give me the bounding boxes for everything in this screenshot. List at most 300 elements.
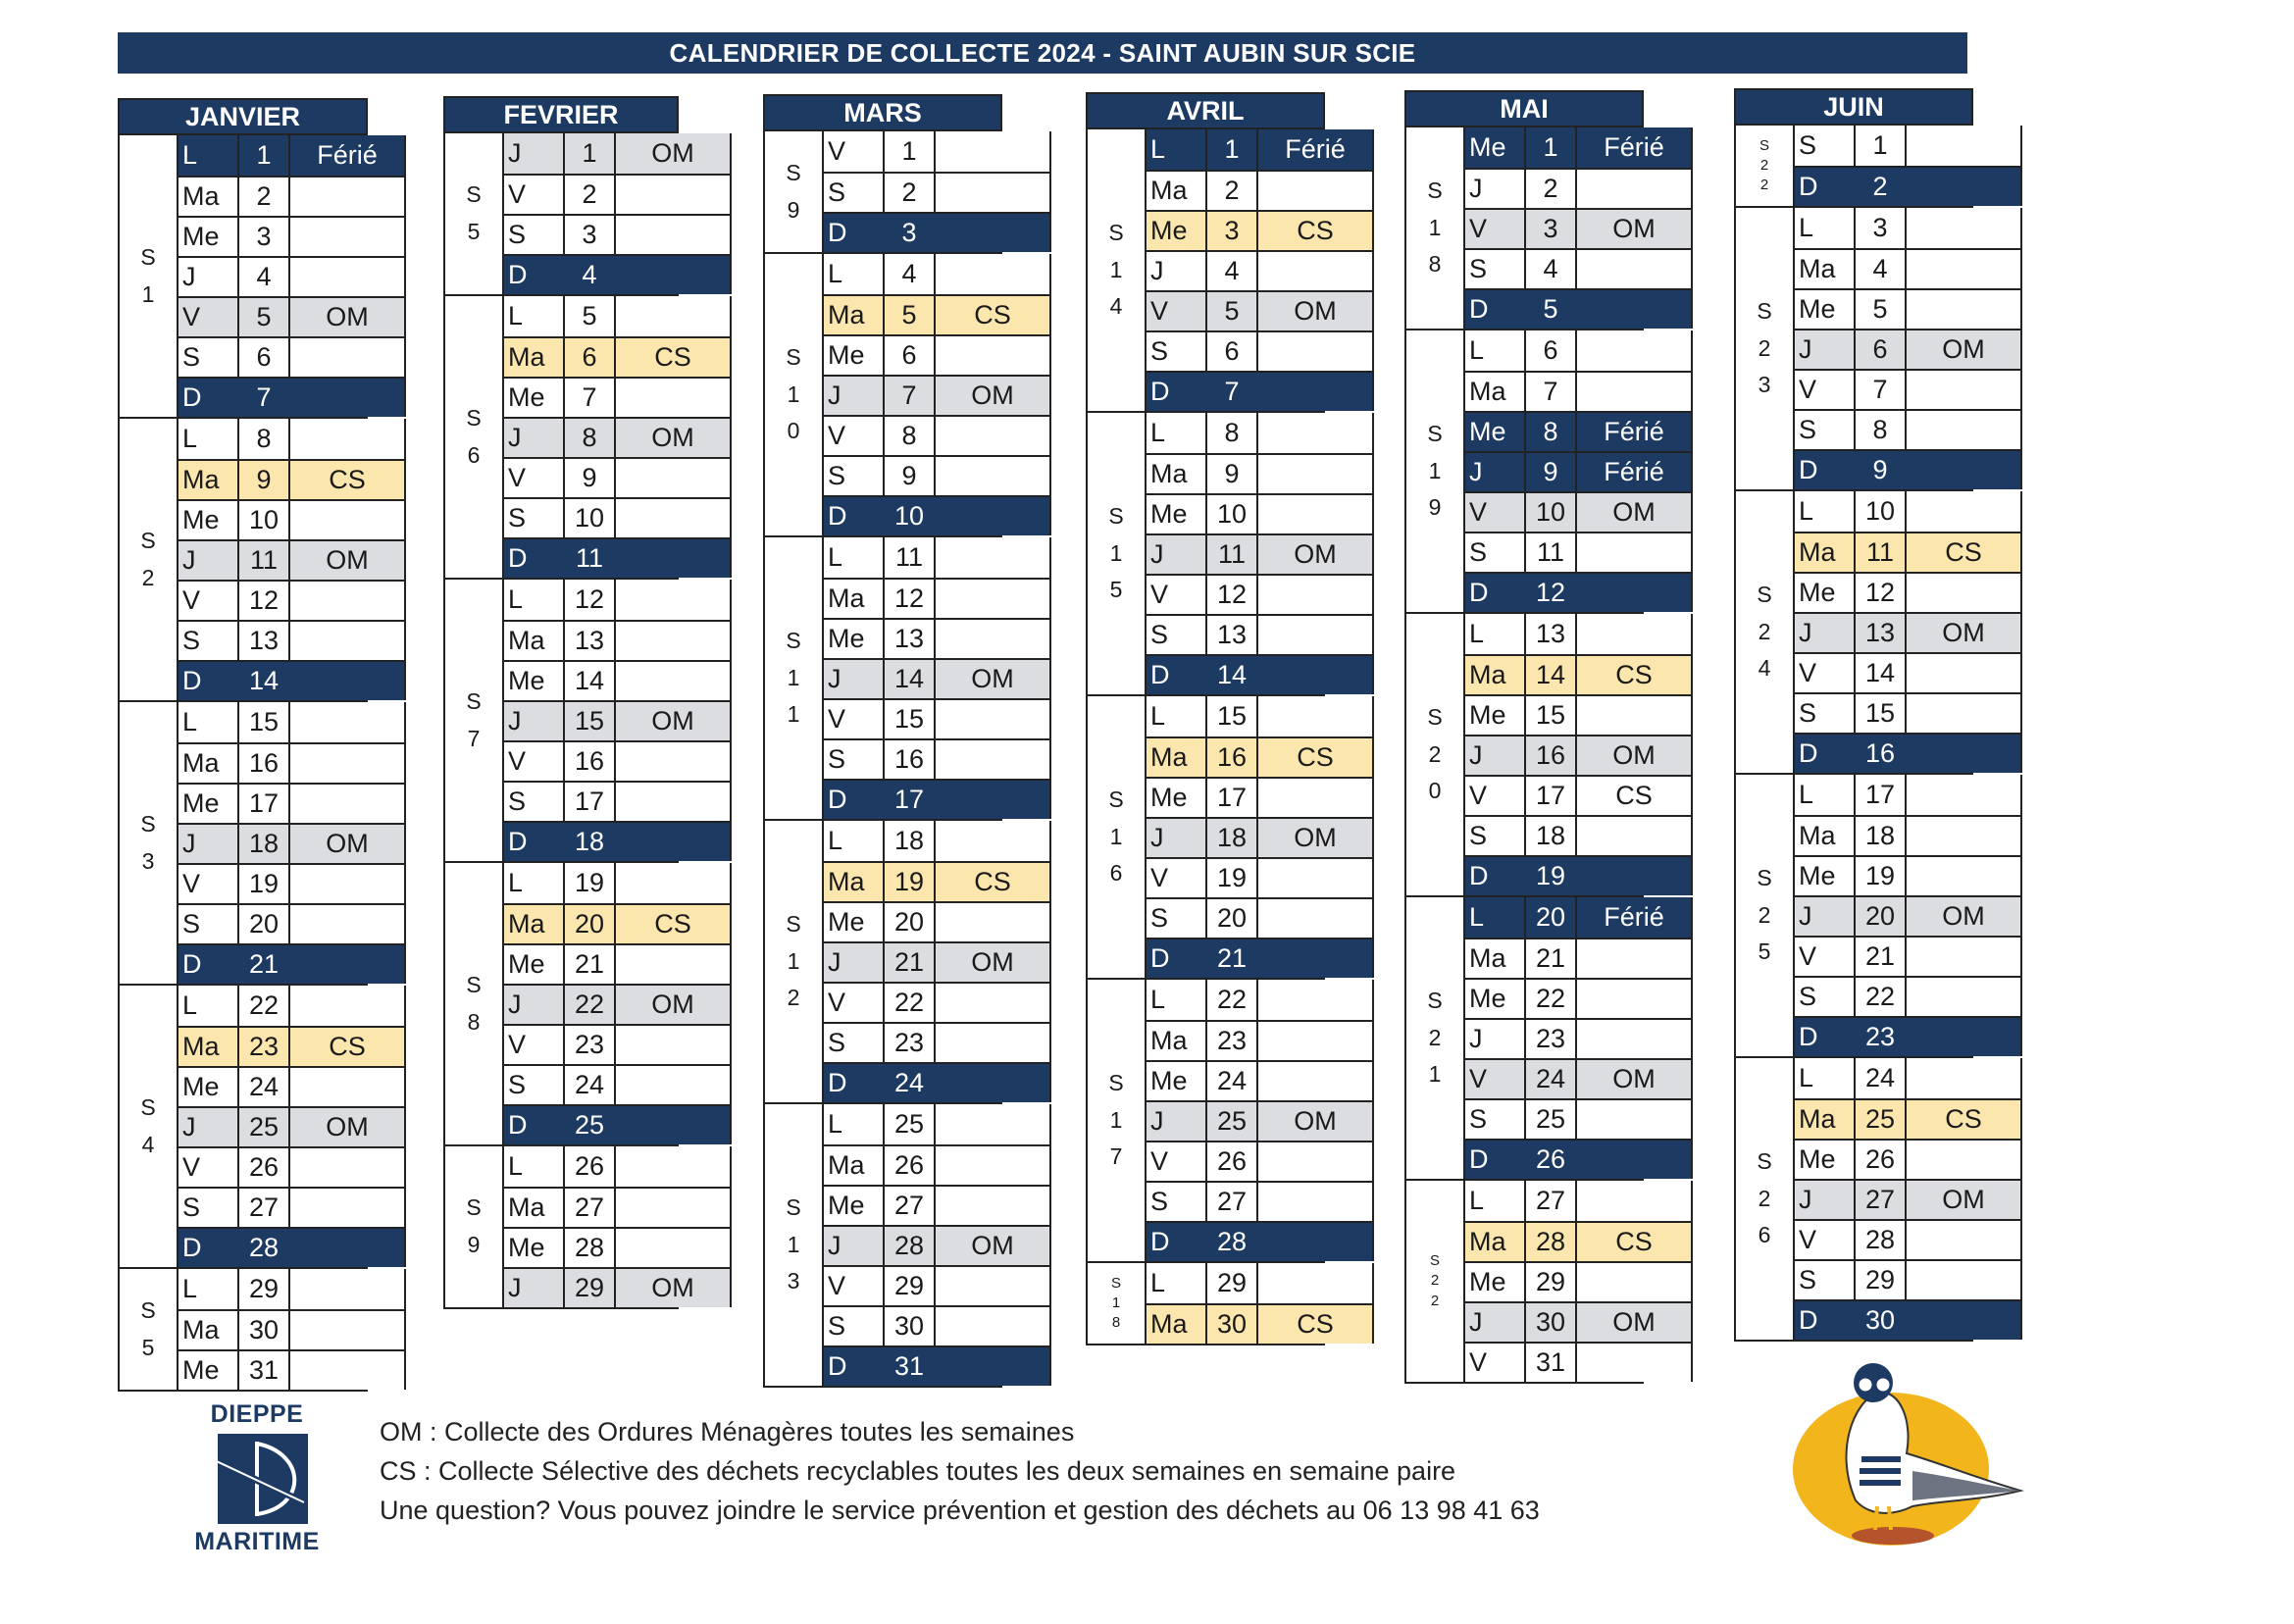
day-name: V <box>504 742 565 781</box>
collection-event: CS <box>1907 533 2022 572</box>
day-name: D <box>178 945 239 984</box>
day-number: 23 <box>1526 1020 1577 1058</box>
week-number-char: S <box>1757 864 1772 890</box>
week-block <box>1088 413 1337 696</box>
day-number: 17 <box>885 781 936 819</box>
week-number <box>1406 1181 1465 1382</box>
collection-event <box>1258 576 1374 614</box>
collection-event <box>1907 978 2022 1016</box>
day-row <box>504 417 732 457</box>
day-row <box>504 1227 732 1267</box>
collection-event <box>1907 1221 2022 1259</box>
day-name: V <box>824 417 885 455</box>
collection-event: OM <box>936 660 1051 698</box>
collection-event <box>1907 654 2022 692</box>
day-row <box>1795 1179 2022 1219</box>
day-name: S <box>178 622 239 660</box>
day-name: V <box>178 1148 239 1187</box>
day-row <box>1465 1139 1693 1179</box>
day-row <box>504 1187 732 1227</box>
day-number: 25 <box>1526 1100 1577 1139</box>
week-number-char: S <box>1427 177 1443 203</box>
day-number: 3 <box>1207 212 1258 250</box>
day-number: 13 <box>565 622 616 660</box>
collection-event <box>1258 1062 1374 1100</box>
day-name: V <box>1147 1142 1207 1181</box>
day-number: 3 <box>885 214 936 252</box>
logo-text-bottom: MARITIME <box>194 1528 320 1555</box>
day-row <box>1465 1261 1693 1301</box>
day-number: 21 <box>885 943 936 982</box>
day-number: 2 <box>239 178 290 216</box>
collection-event <box>1907 290 2022 329</box>
day-row <box>1147 1060 1374 1100</box>
day-name: V <box>1795 1221 1856 1259</box>
day-number: 23 <box>565 1026 616 1064</box>
day-number: 30 <box>1526 1303 1577 1342</box>
day-number: 1 <box>1526 127 1577 168</box>
collection-event: CS <box>1258 212 1374 250</box>
day-number: 4 <box>1526 250 1577 288</box>
collection-event <box>290 1351 406 1390</box>
day-row <box>1147 1141 1374 1181</box>
week-number-char: 6 <box>467 441 481 468</box>
month-header: JUIN <box>1734 88 1973 126</box>
collection-event: OM <box>616 702 732 740</box>
day-row <box>178 1227 406 1267</box>
day-number: 3 <box>239 218 290 256</box>
collection-event: OM <box>936 377 1051 415</box>
day-row <box>504 740 732 781</box>
day-number: 5 <box>885 296 936 334</box>
logo-text-top: DIEPPE <box>210 1400 304 1428</box>
day-name: S <box>1795 694 1856 733</box>
day-name: Me <box>1795 1141 1856 1179</box>
day-row <box>1147 210 1374 250</box>
week-days <box>1795 775 2022 1056</box>
day-row <box>178 216 406 256</box>
day-name: Me <box>1795 857 1856 895</box>
day-row <box>178 783 406 823</box>
collection-event <box>1577 574 1693 612</box>
day-row <box>1795 612 2022 652</box>
day-name: V <box>824 700 885 738</box>
day-row <box>178 377 406 417</box>
day-row <box>504 620 732 660</box>
week-number-char: S <box>140 1093 156 1120</box>
collection-event <box>936 1187 1051 1225</box>
week-number-char: 2 <box>1428 740 1442 767</box>
day-name: L <box>178 1269 239 1309</box>
collection-event <box>1577 170 1693 208</box>
collection-event <box>616 379 732 417</box>
day-name: V <box>504 176 565 214</box>
day-number: 16 <box>1207 738 1258 777</box>
day-name: Ma <box>1795 250 1856 288</box>
day-number: 7 <box>239 379 290 417</box>
day-name: D <box>1147 373 1207 411</box>
week-number-char: S <box>786 1193 801 1220</box>
day-row <box>504 174 732 214</box>
day-row <box>1795 815 2022 855</box>
week-days <box>1147 696 1374 978</box>
day-number: 23 <box>1856 1018 1907 1056</box>
week-number-char: 3 <box>787 1268 800 1294</box>
day-row <box>504 1267 732 1307</box>
day-number: 27 <box>565 1189 616 1227</box>
week-number-char: S <box>1427 420 1443 446</box>
day-name: D <box>1795 1018 1856 1056</box>
week-number <box>1736 208 1795 489</box>
day-name: J <box>1795 1181 1856 1219</box>
week-block <box>1736 775 1985 1058</box>
week-block <box>765 537 1014 821</box>
day-row <box>1147 1221 1374 1261</box>
collection-event <box>616 296 732 336</box>
day-number: 27 <box>1526 1181 1577 1221</box>
day-number: 31 <box>885 1347 936 1386</box>
day-row <box>824 1265 1051 1305</box>
day-name: D <box>1795 451 1856 489</box>
day-row <box>178 336 406 377</box>
week-number-char: S <box>786 343 801 370</box>
day-row <box>178 1066 406 1106</box>
day-name: Me <box>178 218 239 256</box>
collection-event: CS <box>290 461 406 499</box>
day-name: Me <box>1465 980 1526 1018</box>
week-number-char: 2 <box>1428 1024 1442 1050</box>
collection-event <box>1258 696 1374 736</box>
collection-event <box>1258 899 1374 938</box>
day-number: 12 <box>1207 576 1258 614</box>
day-name: D <box>1465 574 1526 612</box>
day-name: L <box>1795 1058 1856 1098</box>
day-name: L <box>1147 980 1207 1020</box>
collection-event: Férié <box>1577 127 1693 168</box>
day-name: Ma <box>1147 1022 1207 1060</box>
week-block <box>1088 696 1337 980</box>
day-name: D <box>1795 1301 1856 1340</box>
day-name: Ma <box>178 744 239 783</box>
collection-event <box>1258 1022 1374 1060</box>
collection-event <box>616 783 732 821</box>
day-name: Me <box>1147 779 1207 817</box>
collection-event: OM <box>616 133 732 174</box>
collection-event <box>1907 735 2022 773</box>
week-number-char: S <box>140 810 156 837</box>
day-number: 2 <box>1856 168 1907 206</box>
day-number: 25 <box>239 1108 290 1146</box>
day-number: 19 <box>885 863 936 901</box>
day-number: 26 <box>1856 1141 1907 1179</box>
collection-event <box>290 622 406 660</box>
day-name: S <box>504 216 565 254</box>
day-number: 1 <box>1207 129 1258 170</box>
day-row <box>824 415 1051 455</box>
day-name: L <box>1147 129 1207 170</box>
day-number: 2 <box>1526 170 1577 208</box>
day-row <box>504 700 732 740</box>
day-row <box>178 863 406 903</box>
day-name: D <box>824 1347 885 1386</box>
day-number: 8 <box>1856 411 1907 449</box>
day-number: 2 <box>1207 172 1258 210</box>
week-number-char: 8 <box>1428 251 1442 278</box>
day-name: J <box>1795 614 1856 652</box>
collection-event <box>936 620 1051 658</box>
collection-event: Férié <box>1577 897 1693 938</box>
day-number: 17 <box>1526 777 1577 815</box>
day-number: 4 <box>239 258 290 296</box>
day-number: 13 <box>1526 614 1577 654</box>
collection-event <box>1907 250 2022 288</box>
day-number: 17 <box>1207 779 1258 817</box>
week-number-char: 0 <box>787 418 800 444</box>
day-name: V <box>824 1267 885 1305</box>
day-row <box>824 1185 1051 1225</box>
collection-event <box>936 1146 1051 1185</box>
day-name: Ma <box>824 296 885 334</box>
collection-event <box>1258 252 1374 290</box>
collection-event <box>1577 1141 1693 1179</box>
week-days <box>1465 330 1693 612</box>
week-number-char: S <box>1427 703 1443 730</box>
week-number-char: 6 <box>1758 1222 1771 1248</box>
day-name: L <box>178 702 239 742</box>
collection-event <box>1577 696 1693 735</box>
collection-event <box>290 1229 406 1267</box>
day-name: S <box>1795 978 1856 1016</box>
week-number-char: 1 <box>787 1231 800 1257</box>
day-row <box>824 1345 1051 1386</box>
collection-event <box>290 744 406 783</box>
day-row <box>504 660 732 700</box>
day-row <box>1465 735 1693 775</box>
day-name: Ma <box>1147 1305 1207 1344</box>
collection-event <box>1577 290 1693 329</box>
day-name: V <box>1465 777 1526 815</box>
collection-event <box>1907 168 2022 206</box>
day-number: 5 <box>239 298 290 336</box>
day-name: J <box>1795 897 1856 936</box>
day-number: 4 <box>1856 250 1907 288</box>
day-row <box>1795 126 2022 166</box>
day-number: 10 <box>239 501 290 539</box>
week-block <box>1736 126 1973 208</box>
collection-event: CS <box>1577 777 1693 815</box>
week-number-char: S <box>1427 987 1443 1013</box>
collection-event <box>936 1104 1051 1144</box>
day-name: L <box>1795 775 1856 815</box>
day-row <box>504 903 732 943</box>
month-grid <box>763 131 1014 1388</box>
day-name: D <box>504 539 565 578</box>
day-name: L <box>504 580 565 620</box>
week-number-char: 2 <box>1430 1292 1440 1309</box>
collection-event <box>1907 817 2022 855</box>
day-row <box>824 212 1051 252</box>
day-number: 21 <box>1856 938 1907 976</box>
week-number-char: 5 <box>141 1334 155 1360</box>
collection-event <box>1577 939 1693 978</box>
collection-event: OM <box>936 1227 1051 1265</box>
day-row <box>1465 815 1693 855</box>
day-name: Me <box>824 1187 885 1225</box>
week-days <box>824 131 1051 252</box>
day-number: 14 <box>885 660 936 698</box>
week-number-char: 2 <box>1758 334 1771 361</box>
week-number-char: 9 <box>467 1232 481 1257</box>
day-name: Ma <box>504 1189 565 1227</box>
week-number-char: S <box>466 971 482 997</box>
day-row <box>1147 817 1374 857</box>
day-number: 21 <box>239 945 290 984</box>
week-number-char: S <box>140 243 156 270</box>
day-number: 22 <box>1856 978 1907 1016</box>
day-row <box>1465 775 1693 815</box>
day-number: 20 <box>239 905 290 943</box>
day-row <box>504 943 732 984</box>
day-name: J <box>824 1227 885 1265</box>
day-name: J <box>504 1269 565 1307</box>
day-name: Me <box>504 945 565 984</box>
day-number: 8 <box>239 419 290 459</box>
collection-event <box>1258 1142 1374 1181</box>
day-name: J <box>1147 1102 1207 1141</box>
week-number <box>1088 696 1147 978</box>
day-number: 22 <box>1526 980 1577 1018</box>
day-number: 4 <box>1207 252 1258 290</box>
day-row <box>1147 290 1374 330</box>
day-name: Ma <box>1147 738 1207 777</box>
day-row <box>1795 855 2022 895</box>
day-number: 9 <box>1856 451 1907 489</box>
day-name: V <box>178 298 239 336</box>
collection-event <box>936 457 1051 495</box>
collection-event: CS <box>290 1028 406 1066</box>
day-number: 26 <box>565 1146 616 1187</box>
month-grid <box>118 135 378 1392</box>
collection-event: Férié <box>1258 129 1374 170</box>
day-row <box>178 580 406 620</box>
week-days <box>824 254 1051 535</box>
collection-event <box>1258 455 1374 493</box>
day-name: J <box>178 258 239 296</box>
week-number-char: 2 <box>1430 1272 1440 1290</box>
week-number <box>1088 1263 1147 1344</box>
week-days <box>1795 491 2022 773</box>
collection-event: OM <box>1577 1060 1693 1098</box>
day-number: 27 <box>239 1189 290 1227</box>
day-name: L <box>504 863 565 903</box>
week-number-char: 3 <box>141 847 155 874</box>
week-number-char: S <box>466 687 482 714</box>
day-row <box>1147 654 1374 694</box>
collection-event <box>1577 1181 1693 1221</box>
month-fevrier <box>443 96 694 1309</box>
day-number: 13 <box>239 622 290 660</box>
day-row <box>1147 696 1374 736</box>
day-row <box>1465 855 1693 895</box>
day-row <box>824 1104 1051 1144</box>
collection-event: OM <box>616 419 732 457</box>
collection-event <box>936 1064 1051 1102</box>
collection-event <box>290 501 406 539</box>
collection-event: CS <box>1907 1100 2022 1139</box>
day-row <box>504 296 732 336</box>
day-name: S <box>1147 332 1207 371</box>
day-number: 21 <box>1526 939 1577 978</box>
day-name: D <box>1795 735 1856 773</box>
day-row <box>824 982 1051 1022</box>
week-number-char: S <box>1757 581 1772 607</box>
month-grid <box>1404 127 1664 1384</box>
collection-event <box>616 1026 732 1064</box>
month-grid <box>1086 129 1346 1345</box>
day-number: 9 <box>1526 453 1577 491</box>
collection-event <box>1907 574 2022 612</box>
week-number <box>765 1104 824 1386</box>
day-name: Me <box>504 662 565 700</box>
collection-event: OM <box>1577 210 1693 248</box>
week-number <box>120 986 178 1267</box>
week-number <box>1088 129 1147 411</box>
collection-event <box>290 662 406 700</box>
day-name: Me <box>1147 1062 1207 1100</box>
week-block <box>765 254 1014 537</box>
day-row <box>1795 1219 2022 1259</box>
day-row <box>824 578 1051 618</box>
collection-event <box>616 580 732 620</box>
day-name: D <box>1147 1223 1207 1261</box>
day-row <box>504 537 732 578</box>
day-number: 31 <box>1526 1344 1577 1382</box>
collection-event <box>936 131 1051 172</box>
day-number: 19 <box>1207 859 1258 897</box>
day-number: 8 <box>565 419 616 457</box>
day-row <box>178 256 406 296</box>
week-days <box>1147 980 1374 1261</box>
day-row <box>1147 1100 1374 1141</box>
legend-om: OM : Collecte des Ordures Ménagères toutes les semaines <box>380 1417 1075 1446</box>
day-number: 20 <box>1526 897 1577 938</box>
day-name: J <box>178 825 239 863</box>
day-row <box>1465 1221 1693 1261</box>
week-number <box>1406 330 1465 612</box>
collection-event <box>1258 779 1374 817</box>
day-name: V <box>1465 493 1526 532</box>
week-number-char: 1 <box>787 947 800 974</box>
day-number: 18 <box>239 825 290 863</box>
collection-event: OM <box>1907 614 2022 652</box>
day-name: D <box>1465 1141 1526 1179</box>
day-row <box>1795 1259 2022 1299</box>
collection-event: Férié <box>290 135 406 176</box>
week-block <box>1088 980 1337 1263</box>
collection-event: OM <box>1258 292 1374 330</box>
day-row <box>824 861 1051 901</box>
day-row <box>178 1106 406 1146</box>
week-number <box>1736 491 1795 773</box>
week-number-char: 7 <box>1109 1143 1123 1170</box>
week-days <box>1147 1263 1374 1344</box>
collection-event <box>1258 413 1374 453</box>
day-name: S <box>504 1066 565 1104</box>
day-number: 30 <box>885 1307 936 1345</box>
day-number: 16 <box>565 742 616 781</box>
week-number-char: 2 <box>1758 1185 1771 1211</box>
day-row <box>504 863 732 903</box>
